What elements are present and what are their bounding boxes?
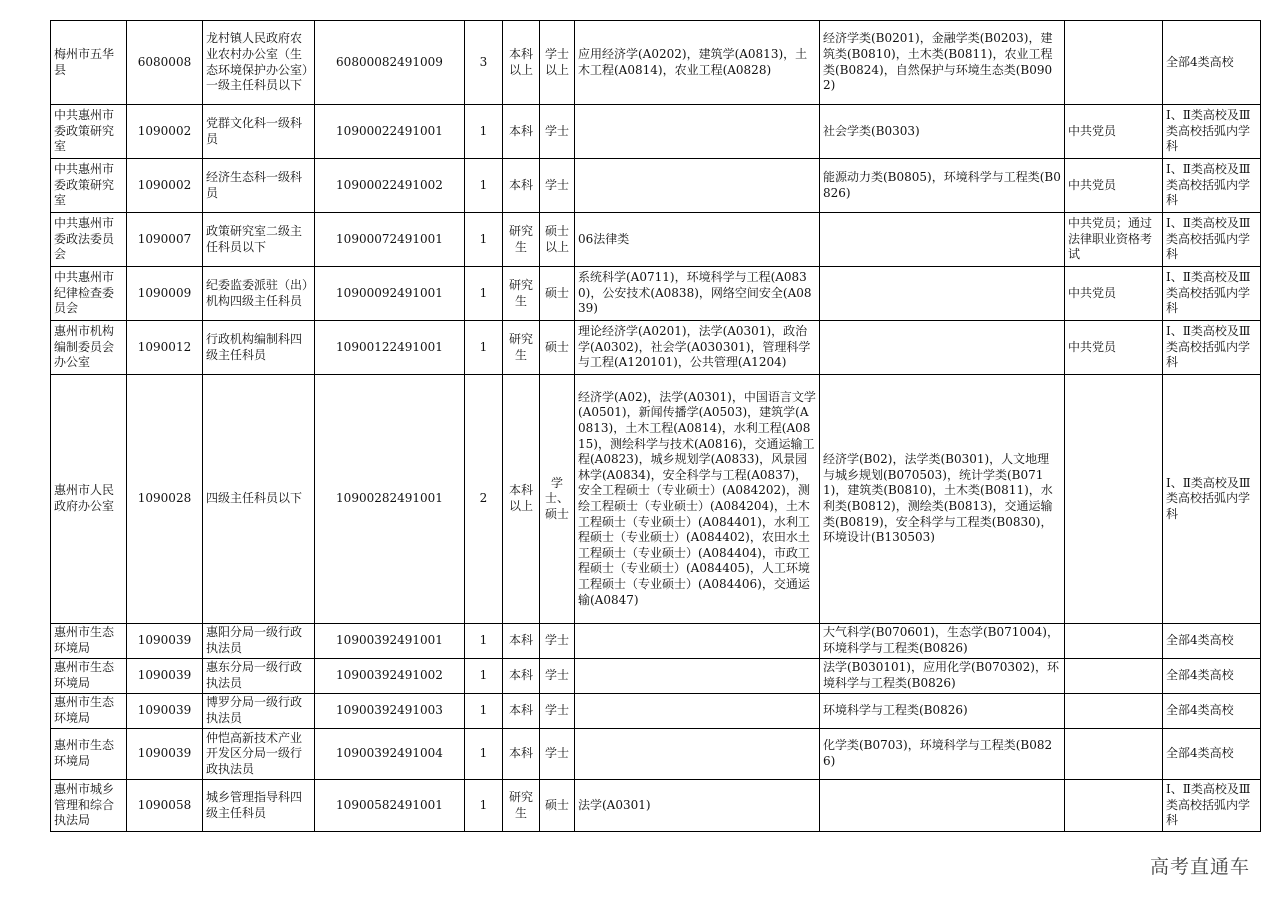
school-category-cell: Ⅰ、Ⅱ类高校及Ⅲ类高校括弧内学科 [1163,321,1261,375]
hiring-count-cell: 1 [465,105,503,159]
other-requirements-cell: 中共党员 [1065,159,1163,213]
position-code-cell: 10900582491001 [315,780,465,832]
unit-code-cell: 1090028 [127,375,203,624]
unit-name-cell: 惠州市生态环境局 [51,659,127,694]
watermark: 高考直通车 [1149,856,1250,878]
school-category-cell: 全部4类高校 [1163,624,1261,659]
school-category-cell: Ⅰ、Ⅱ类高校及Ⅲ类高校括弧内学科 [1163,159,1261,213]
hiring-count-cell: 3 [465,21,503,105]
unit-name-cell: 惠州市生态环境局 [51,729,127,780]
graduate-major-cell [575,729,820,780]
school-category-cell: Ⅰ、Ⅱ类高校及Ⅲ类高校括弧内学科 [1163,213,1261,267]
position-code-cell: 10900392491003 [315,694,465,729]
school-category-cell: Ⅰ、Ⅱ类高校及Ⅲ类高校括弧内学科 [1163,375,1261,624]
position-name-cell: 龙村镇人民政府农业农村办公室（生态环境保护办公室）一级主任科员以下 [203,21,315,105]
unit-code-cell: 1090009 [127,267,203,321]
unit-code-cell: 1090039 [127,659,203,694]
position-name-cell: 惠阳分局一级行政执法员 [203,624,315,659]
degree-cell: 学士 [540,624,575,659]
education-cell: 本科 [503,624,540,659]
table-row [51,213,1261,267]
graduate-major-cell: 理论经济学(A0201)，法学(A0301)，政治学(A0302)，社会学(A030301)，管理科学与工程(A120101)，公共管理(A1204) [575,321,820,375]
degree-cell: 学士 [540,694,575,729]
other-requirements-cell: 中共党员 [1065,105,1163,159]
position-code-cell: 10900022491001 [315,105,465,159]
undergraduate-major-cell [820,213,1065,267]
education-cell: 本科 [503,659,540,694]
education-cell: 本科 [503,729,540,780]
other-requirements-cell: 中共党员 [1065,267,1163,321]
other-requirements-cell [1065,21,1163,105]
education-cell: 本科以上 [503,21,540,105]
unit-code-cell: 1090002 [127,105,203,159]
other-requirements-cell: 中共党员；通过法律职业资格考试 [1065,213,1163,267]
position-table [50,20,1261,832]
other-requirements-cell: 中共党员 [1065,321,1163,375]
position-name-cell: 政策研究室二级主任科员以下 [203,213,315,267]
position-code-cell: 10900392491002 [315,659,465,694]
position-name-cell: 城乡管理指导科四级主任科员 [203,780,315,832]
graduate-major-cell: 应用经济学(A0202)，建筑学(A0813)，土木工程(A0814)，农业工程(A0828) [575,21,820,105]
other-requirements-cell [1065,694,1163,729]
unit-code-cell: 1090007 [127,213,203,267]
degree-cell: 学士 [540,159,575,213]
undergraduate-major-cell [820,780,1065,832]
degree-cell: 硕士 [540,321,575,375]
degree-cell: 学士 [540,729,575,780]
graduate-major-cell: 06法律类 [575,213,820,267]
position-name-cell: 惠东分局一级行政执法员 [203,659,315,694]
position-name-cell: 四级主任科员以下 [203,375,315,624]
table-row [51,780,1261,832]
hiring-count-cell: 1 [465,321,503,375]
table-row [51,321,1261,375]
education-cell: 本科 [503,159,540,213]
undergraduate-major-cell: 经济学类(B0201)，金融学类(B0203)，建筑类(B0810)，土木类(B0811)，农业工程类(B0824)，自然保护与环境生态类(B0902) [820,21,1065,105]
hiring-count-cell: 1 [465,659,503,694]
other-requirements-cell [1065,659,1163,694]
table-row [51,159,1261,213]
school-category-cell: Ⅰ、Ⅱ类高校及Ⅲ类高校括弧内学科 [1163,780,1261,832]
unit-code-cell: 1090058 [127,780,203,832]
unit-code-cell: 6080008 [127,21,203,105]
hiring-count-cell: 1 [465,159,503,213]
hiring-count-cell: 1 [465,780,503,832]
school-category-cell: 全部4类高校 [1163,694,1261,729]
education-cell: 本科以上 [503,375,540,624]
unit-name-cell: 惠州市机构编制委员会办公室 [51,321,127,375]
undergraduate-major-cell: 化学类(B0703)，环境科学与工程类(B0826) [820,729,1065,780]
position-code-cell: 10900282491001 [315,375,465,624]
table-row [51,659,1261,694]
table-row [51,694,1261,729]
undergraduate-major-cell [820,321,1065,375]
unit-name-cell: 中共惠州市委政策研究室 [51,105,127,159]
undergraduate-major-cell: 法学(B030101)，应用化学(B070302)，环境科学与工程类(B0826) [820,659,1065,694]
school-category-cell: Ⅰ、Ⅱ类高校及Ⅲ类高校括弧内学科 [1163,267,1261,321]
unit-name-cell: 中共惠州市委政策研究室 [51,159,127,213]
education-cell: 本科 [503,694,540,729]
school-category-cell: Ⅰ、Ⅱ类高校及Ⅲ类高校括弧内学科 [1163,105,1261,159]
education-cell: 研究生 [503,213,540,267]
degree-cell: 学士、硕士 [540,375,575,624]
unit-name-cell: 中共惠州市纪律检查委员会 [51,267,127,321]
degree-cell: 学士以上 [540,21,575,105]
position-code-cell: 10900022491002 [315,159,465,213]
undergraduate-major-cell: 社会学类(B0303) [820,105,1065,159]
hiring-count-cell: 1 [465,267,503,321]
table-row [51,729,1261,780]
unit-name-cell: 惠州市生态环境局 [51,624,127,659]
unit-code-cell: 1090039 [127,624,203,659]
undergraduate-major-cell: 能源动力类(B0805)，环境科学与工程类(B0826) [820,159,1065,213]
other-requirements-cell [1065,729,1163,780]
graduate-major-cell [575,694,820,729]
education-cell: 研究生 [503,321,540,375]
school-category-cell: 全部4类高校 [1163,659,1261,694]
graduate-major-cell: 法学(A0301) [575,780,820,832]
undergraduate-major-cell: 环境科学与工程类(B0826) [820,694,1065,729]
hiring-count-cell: 1 [465,213,503,267]
table-row [51,21,1261,105]
education-cell: 研究生 [503,267,540,321]
position-name-cell: 纪委监委派驻（出）机构四级主任科员 [203,267,315,321]
graduate-major-cell: 系统科学(A0711)，环境科学与工程(A0830)，公安技术(A0838)，网络空间安全(A0839) [575,267,820,321]
degree-cell: 学士 [540,105,575,159]
other-requirements-cell [1065,780,1163,832]
position-name-cell: 经济生态科一级科员 [203,159,315,213]
graduate-major-cell: 经济学(A02)，法学(A0301)，中国语言文学(A0501)，新闻传播学(A0503)，建筑学(A0813)，土木工程(A0814)，水利工程(A0815)，测绘科学与技术(A0816)，交通运输工程(A0823)，城乡规划学(A0833)，风景园林学(A0834)，安全科学与工程(A0837)，安全工程硕士（专业硕士）(A084202)，测绘工程硕士（专业硕士）(A084204)，土木工程硕士（专业硕士）(A084401)，水利工程硕士（专业硕士）(A084402)，农田水土工程硕士（专业硕士）(A084404)，市政工程硕士（专业硕士）(A084405)，人工环境工程硕士（专业硕士）(A084406)，交通运输(A0847) [575,375,820,624]
table-row [51,375,1261,624]
position-name-cell: 博罗分局一级行政执法员 [203,694,315,729]
position-code-cell: 10900392491001 [315,624,465,659]
hiring-count-cell: 2 [465,375,503,624]
position-name-cell: 行政机构编制科四级主任科员 [203,321,315,375]
table-row [51,105,1261,159]
degree-cell: 硕士以上 [540,213,575,267]
position-code-cell: 10900092491001 [315,267,465,321]
education-cell: 本科 [503,105,540,159]
table-row [51,267,1261,321]
degree-cell: 硕士 [540,267,575,321]
position-code-cell: 10900122491001 [315,321,465,375]
unit-name-cell: 中共惠州市委政法委员会 [51,213,127,267]
school-category-cell: 全部4类高校 [1163,21,1261,105]
position-name-cell: 党群文化科一级科员 [203,105,315,159]
unit-code-cell: 1090012 [127,321,203,375]
unit-code-cell: 1090039 [127,729,203,780]
unit-name-cell: 梅州市五华县 [51,21,127,105]
school-category-cell: 全部4类高校 [1163,729,1261,780]
degree-cell: 学士 [540,659,575,694]
unit-code-cell: 1090002 [127,159,203,213]
hiring-count-cell: 1 [465,624,503,659]
degree-cell: 硕士 [540,780,575,832]
unit-name-cell: 惠州市城乡管理和综合执法局 [51,780,127,832]
hiring-count-cell: 1 [465,729,503,780]
position-code-cell: 60800082491009 [315,21,465,105]
undergraduate-major-cell: 大气科学(B070601)，生态学(B071004)，环境科学与工程类(B0826) [820,624,1065,659]
other-requirements-cell [1065,624,1163,659]
undergraduate-major-cell [820,267,1065,321]
education-cell: 研究生 [503,780,540,832]
table-row [51,624,1261,659]
other-requirements-cell [1065,375,1163,624]
graduate-major-cell [575,624,820,659]
position-code-cell: 10900392491004 [315,729,465,780]
undergraduate-major-cell: 经济学(B02)，法学类(B0301)，人文地理与城乡规划(B070503)，统计学类(B0711)，建筑类(B0810)，土木类(B0811)，水利类(B0812)，测绘类(B0813)，交通运输类(B0819)，安全科学与工程类(B0830)，环境设计(B130503) [820,375,1065,624]
unit-name-cell: 惠州市人民政府办公室 [51,375,127,624]
position-code-cell: 10900072491001 [315,213,465,267]
graduate-major-cell [575,659,820,694]
position-name-cell: 仲恺高新技术产业开发区分局一级行政执法员 [203,729,315,780]
graduate-major-cell [575,105,820,159]
unit-name-cell: 惠州市生态环境局 [51,694,127,729]
hiring-count-cell: 1 [465,694,503,729]
unit-code-cell: 1090039 [127,694,203,729]
graduate-major-cell [575,159,820,213]
